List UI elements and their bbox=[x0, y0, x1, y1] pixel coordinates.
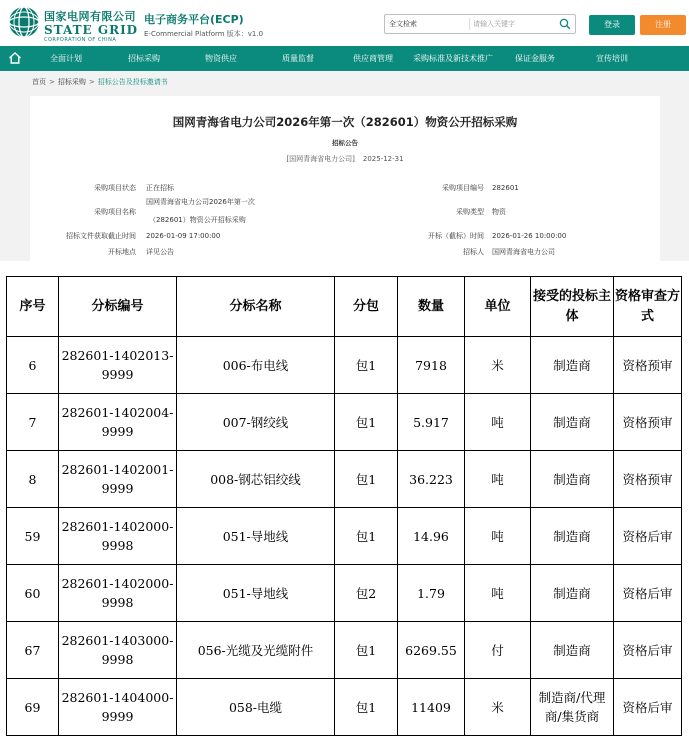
field-value: 282601 bbox=[492, 184, 519, 192]
table-row bbox=[7, 508, 682, 565]
notice-meta bbox=[30, 154, 660, 164]
notice-date: 2025-12-31 bbox=[362, 155, 404, 163]
cell-unit: 米 bbox=[465, 337, 531, 394]
cell-lot-code: 282601-1402001-9999 bbox=[59, 451, 177, 508]
main-nav bbox=[0, 46, 689, 71]
cell-lot-name: 006-布电线 bbox=[177, 337, 335, 394]
home-icon[interactable] bbox=[8, 51, 22, 65]
cell-bidder-type: 制造商 bbox=[531, 508, 614, 565]
cell-quantity: 1.79 bbox=[398, 565, 465, 622]
cell-unit: 吨 bbox=[465, 565, 531, 622]
search-icon[interactable] bbox=[559, 18, 571, 30]
nav-item-deposit[interactable]: 保证金服务 bbox=[515, 54, 555, 63]
cell-quantity: 6269.55 bbox=[398, 622, 465, 679]
field-value: 详见公告 bbox=[146, 248, 174, 256]
cell-lot-name: 051-导地线 bbox=[177, 508, 335, 565]
notice-title: 国网青海省电力公司2026年第一次（282601）物资公开招标采购 bbox=[172, 115, 518, 129]
cell-package: 包2 bbox=[335, 565, 398, 622]
cell-lot-code: 282601-1404000-9999 bbox=[59, 679, 177, 736]
field-label: 开标（截标）时间 bbox=[428, 232, 484, 240]
state-grid-logo-icon bbox=[8, 6, 40, 38]
column-header-qualification: 资格审查方式 bbox=[614, 277, 682, 337]
cell-quantity: 5.917 bbox=[398, 394, 465, 451]
cell-lot-name: 007-钢绞线 bbox=[177, 394, 335, 451]
table-row bbox=[7, 394, 682, 451]
breadcrumb-separator: > bbox=[88, 78, 95, 86]
field-label: 招标人 bbox=[463, 248, 484, 256]
platform-title-block bbox=[144, 11, 263, 39]
nav-item-quality[interactable]: 质量监督 bbox=[282, 54, 314, 63]
cell-bidder-type: 制造商/代理商/集货商 bbox=[531, 679, 614, 736]
field-value: 物资 bbox=[492, 208, 506, 216]
notice-type: 招标公告 bbox=[332, 139, 358, 147]
cell-quantity: 7918 bbox=[398, 337, 465, 394]
field-value: 2026-01-09 17:00:00 bbox=[146, 232, 221, 240]
field-label: 开标地点 bbox=[108, 248, 136, 256]
breadcrumb-bar bbox=[0, 71, 689, 93]
platform-version: E-Commercial Platform 版本：v1.0 bbox=[144, 30, 264, 38]
cell-package: 包1 bbox=[335, 394, 398, 451]
field-label: 采购项目编号 bbox=[442, 184, 484, 192]
breadcrumb bbox=[32, 71, 168, 93]
cell-qualification: 资格后审 bbox=[614, 508, 682, 565]
column-header-lot-code: 分标编号 bbox=[59, 277, 177, 337]
cell-qualification: 资格预审 bbox=[614, 451, 682, 508]
cell-lot-code: 282601-1402000-9998 bbox=[59, 508, 177, 565]
nav-item-supply[interactable]: 物资供应 bbox=[205, 54, 237, 63]
cell-package: 包1 bbox=[335, 451, 398, 508]
cell-bidder-type: 制造商 bbox=[531, 451, 614, 508]
cell-index: 69 bbox=[7, 679, 59, 736]
breadcrumb-current: 招标公告及投标邀请书 bbox=[97, 78, 168, 86]
table-row bbox=[7, 337, 682, 394]
platform-title: 电子商务平台(ECP) bbox=[144, 13, 244, 26]
field-value: 国网青海省电力公司 bbox=[492, 248, 555, 256]
login-button[interactable]: 登录 bbox=[589, 15, 635, 35]
cell-lot-code: 282601-1402000-9998 bbox=[59, 565, 177, 622]
cell-qualification: 资格后审 bbox=[614, 679, 682, 736]
cell-index: 7 bbox=[7, 394, 59, 451]
column-header-bidder-type: 接受的投标主体 bbox=[531, 277, 614, 337]
search-type-select[interactable]: 全文检索 bbox=[389, 20, 417, 28]
cell-package: 包1 bbox=[335, 508, 398, 565]
field-value: 2026-01-26 10:00:00 bbox=[492, 232, 567, 240]
cell-lot-code: 282601-1403000-9998 bbox=[59, 622, 177, 679]
cell-index: 59 bbox=[7, 508, 59, 565]
field-label: 采购项目名称 bbox=[94, 208, 136, 216]
table-body bbox=[7, 337, 682, 736]
search-box bbox=[384, 14, 576, 34]
brand bbox=[44, 8, 138, 43]
cell-qualification: 资格后审 bbox=[614, 622, 682, 679]
lot-table bbox=[6, 276, 682, 736]
register-button[interactable]: 注册 bbox=[640, 15, 686, 35]
cell-package: 包1 bbox=[335, 679, 398, 736]
cell-unit: 吨 bbox=[465, 508, 531, 565]
cell-lot-name: 056-光缆及光缆附件 bbox=[177, 622, 335, 679]
cell-bidder-type: 制造商 bbox=[531, 394, 614, 451]
cell-lot-name: 008-钢芯铝绞线 bbox=[177, 451, 335, 508]
cell-unit: 付 bbox=[465, 622, 531, 679]
table-row bbox=[7, 622, 682, 679]
nav-item-supplier[interactable]: 供应商管理 bbox=[353, 54, 393, 63]
cell-qualification: 资格预审 bbox=[614, 394, 682, 451]
cell-index: 67 bbox=[7, 622, 59, 679]
brand-sub: CORPORATION OF CHINA bbox=[44, 37, 117, 43]
cell-package: 包1 bbox=[335, 337, 398, 394]
cell-quantity: 14.96 bbox=[398, 508, 465, 565]
cell-bidder-type: 制造商 bbox=[531, 622, 614, 679]
cell-unit: 吨 bbox=[465, 394, 531, 451]
cell-index: 6 bbox=[7, 337, 59, 394]
cell-qualification: 资格预审 bbox=[614, 337, 682, 394]
nav-item-plan[interactable]: 全面计划 bbox=[50, 54, 82, 63]
table-header-row bbox=[7, 277, 682, 337]
column-header-lot-name: 分标名称 bbox=[177, 277, 335, 337]
column-header-unit: 单位 bbox=[465, 277, 531, 337]
search-divider bbox=[469, 18, 470, 30]
cell-lot-name: 058-电缆 bbox=[177, 679, 335, 736]
field-value: 国网青海省电力公司2026年第一次 bbox=[146, 198, 255, 206]
column-header-index: 序号 bbox=[7, 277, 59, 337]
nav-item-standards[interactable]: 采购标准及新技术推广 bbox=[413, 54, 493, 63]
notice-publisher: [国网青海省电力公司] bbox=[286, 155, 355, 163]
table-row bbox=[7, 679, 682, 736]
table-row bbox=[7, 451, 682, 508]
cell-quantity: 36.223 bbox=[398, 451, 465, 508]
cell-lot-code: 282601-1402013-9999 bbox=[59, 337, 177, 394]
cell-index: 60 bbox=[7, 565, 59, 622]
nav-item-bidding[interactable]: 招标采购 bbox=[128, 54, 160, 63]
breadcrumb-home[interactable]: 首页 bbox=[32, 78, 46, 86]
cell-unit: 吨 bbox=[465, 451, 531, 508]
notice-panel bbox=[30, 96, 660, 261]
cell-unit: 米 bbox=[465, 679, 531, 736]
nav-item-training[interactable]: 宣传培训 bbox=[596, 54, 628, 63]
cell-package: 包1 bbox=[335, 622, 398, 679]
brand-en: STATE GRID bbox=[44, 23, 139, 37]
cell-bidder-type: 制造商 bbox=[531, 337, 614, 394]
cell-bidder-type: 制造商 bbox=[531, 565, 614, 622]
field-label: 采购项目状态 bbox=[94, 184, 136, 192]
column-header-quantity: 数量 bbox=[398, 277, 465, 337]
top-header bbox=[0, 0, 689, 46]
field-value: （282601）物资公开招标采购 bbox=[149, 216, 246, 224]
cell-lot-code: 282601-1402004-9999 bbox=[59, 394, 177, 451]
breadcrumb-separator: > bbox=[49, 78, 55, 86]
cell-index: 8 bbox=[7, 451, 59, 508]
column-header-package: 分包 bbox=[335, 277, 398, 337]
search-input[interactable] bbox=[473, 16, 553, 32]
brand-cn: 国家电网有限公司 bbox=[44, 10, 136, 23]
cell-qualification: 资格后审 bbox=[614, 565, 682, 622]
field-value: 正在招标 bbox=[146, 184, 174, 192]
field-label: 采购类型 bbox=[456, 208, 484, 216]
breadcrumb-level1[interactable]: 招标采购 bbox=[57, 78, 86, 86]
field-label: 招标文件获取截止时间 bbox=[66, 232, 136, 240]
cell-lot-name: 051-导地线 bbox=[177, 565, 335, 622]
cell-quantity: 11409 bbox=[398, 679, 465, 736]
table-row bbox=[7, 565, 682, 622]
